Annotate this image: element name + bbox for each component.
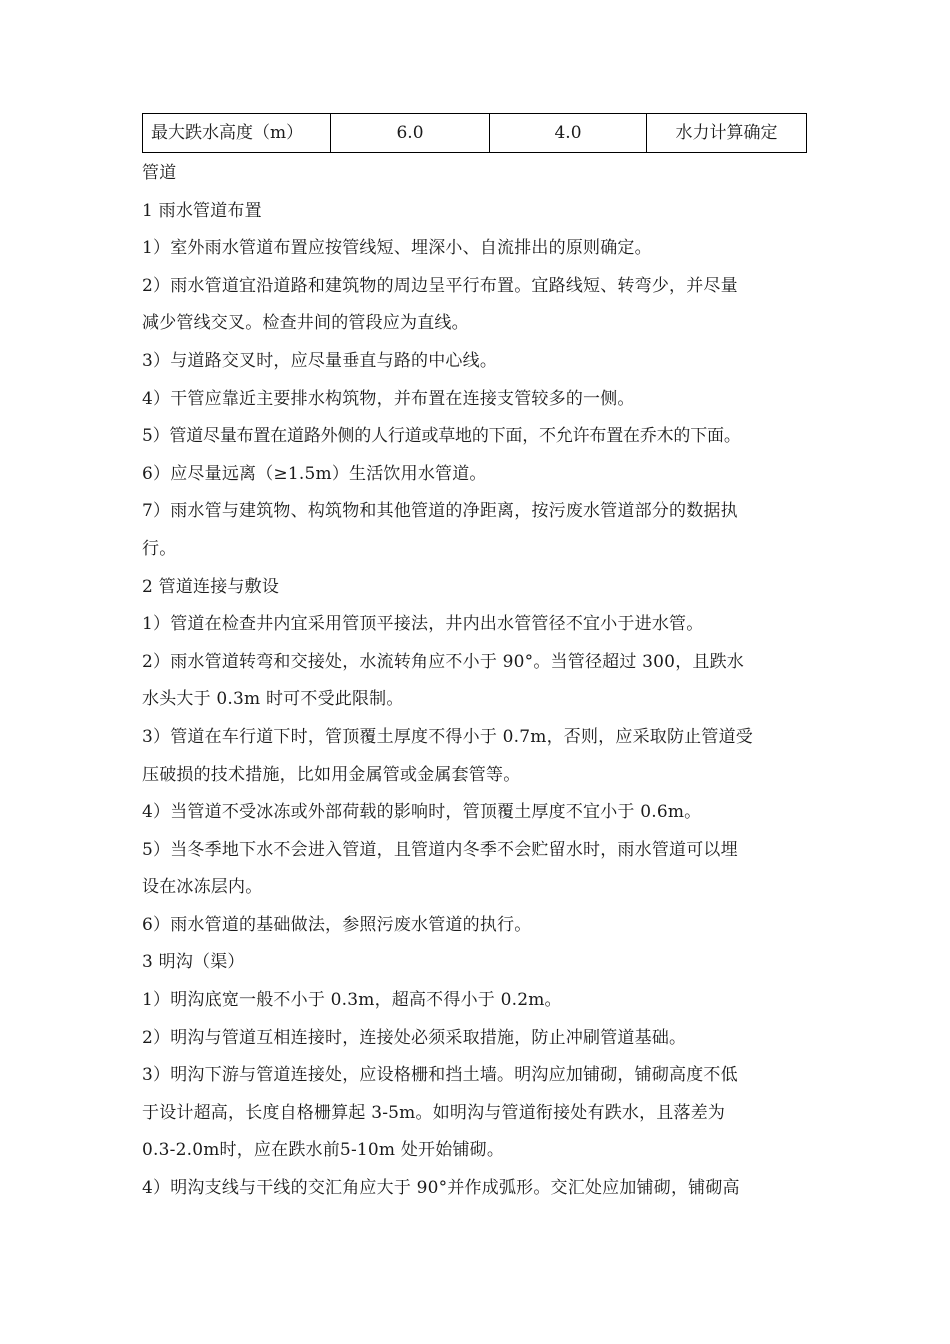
heading-pipes: 管道 xyxy=(142,163,177,183)
paragraph-line: 行。 xyxy=(142,538,177,559)
paragraph-line: 1）管道在检查井内宜采用管顶平接法，井内出水管管径不宜小于进水管。 xyxy=(142,614,704,635)
paragraph-line: 4）明沟支线与干线的交汇角应大于 90°并作成弧形。交汇处应加铺砌，铺砌高 xyxy=(142,1178,740,1199)
drop-height-table xyxy=(142,113,807,153)
paragraph-line: 水头大于 0.3m 时可不受此限制。 xyxy=(142,689,404,710)
section-heading: 3 明沟（渠） xyxy=(142,952,245,973)
paragraph-line: 1）明沟底宽一般不小于 0.3m，超高不得小于 0.2m。 xyxy=(142,990,562,1011)
section-heading: 1 雨水管道布置 xyxy=(142,200,262,221)
paragraph-line: 4）当管道不受冰冻或外部荷载的影响时，管顶覆土厚度不宜小于 0.6m。 xyxy=(142,802,702,823)
paragraph-line: 减少管线交叉。检查井间的管段应为直线。 xyxy=(142,313,469,334)
paragraph-line: 2）雨水管道转弯和交接处，水流转角应不小于 90°。当管径超过 300，且跌水 xyxy=(142,651,745,672)
paragraph-line: 于设计超高，长度自格栅算起 3-5m。如明沟与管道衔接处有跌水，且落差为 xyxy=(142,1102,726,1123)
paragraph-line: 2）明沟与管道互相连接时，连接处必须采取措施，防止冲刷管道基础。 xyxy=(142,1027,687,1048)
paragraph-line: 6）雨水管道的基础做法，参照污废水管道的执行。 xyxy=(142,914,532,935)
section-heading: 2 管道连接与敷设 xyxy=(142,576,280,597)
paragraph-line: 7）雨水管与建筑物、构筑物和其他管道的净距离，按污废水管道部分的数据执 xyxy=(142,501,738,522)
paragraph-line: 1）室外雨水管道布置应按管线短、埋深小、自流排出的原则确定。 xyxy=(142,238,652,259)
paragraph-line: 3）与道路交叉时，应尽量垂直与路的中心线。 xyxy=(142,350,498,371)
table-cell-label: 最大跌水高度（m） xyxy=(143,114,331,153)
table-cell: 4.0 xyxy=(490,114,647,153)
paragraph-line: 5）管道尽量布置在道路外侧的人行道或草地的下面，不允许布置在乔木的下面。 xyxy=(142,426,741,447)
table-cell: 6.0 xyxy=(331,114,490,153)
paragraph-line: 设在冰冻层内。 xyxy=(142,877,263,898)
paragraph-line: 压破损的技术措施，比如用金属管或金属套管等。 xyxy=(142,764,521,785)
table-row xyxy=(143,114,807,153)
paragraph-line: 3）管道在车行道下时，管顶覆土厚度不得小于 0.7m，否则，应采取防止管道受 xyxy=(142,726,753,747)
table-cell: 水力计算确定 xyxy=(647,114,807,153)
paragraph-line: 0.3-2.0m时，应在跌水前5-10m 处开始铺砌。 xyxy=(142,1140,505,1161)
paragraph-line: 3）明沟下游与管道连接处，应设格栅和挡土墙。明沟应加铺砌，铺砌高度不低 xyxy=(142,1065,738,1086)
body-text xyxy=(142,155,810,1208)
paragraph-line: 6）应尽量远离（≥1.5m）生活饮用水管道。 xyxy=(142,463,487,484)
paragraph-line: 4）干管应靠近主要排水构筑物，并布置在连接支管较多的一侧。 xyxy=(142,388,635,409)
paragraph-line: 5）当冬季地下水不会进入管道，且管道内冬季不会贮留水时，雨水管道可以埋 xyxy=(142,839,738,860)
paragraph-line: 2）雨水管道宜沿道路和建筑物的周边呈平行布置。宜路线短、转弯少，并尽量 xyxy=(142,275,738,296)
